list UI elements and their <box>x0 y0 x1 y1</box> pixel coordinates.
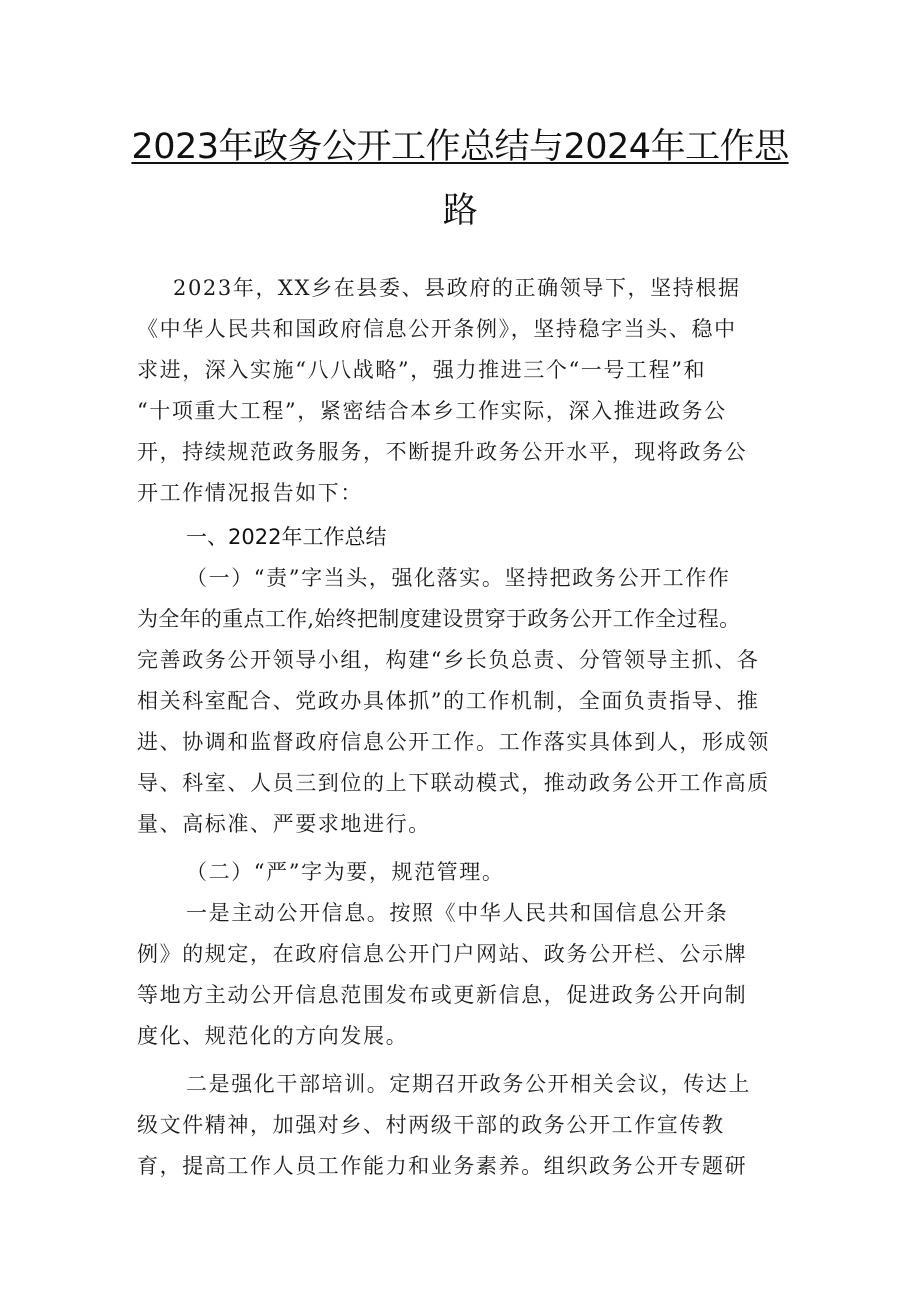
document-title-text: 2023年政务公开工作总结与2024年工作思 <box>131 127 789 167</box>
point2-line: 级文件精神，加强对乡、村两级干部的政务公开工作宣传教 <box>137 1113 725 1137</box>
sub1-line: 量、高标准、严要求地进行。 <box>137 812 431 836</box>
sub1-line: 导、科室、人员三到位的上下联动模式，推动政务公开工作高质 <box>137 771 770 795</box>
sub1-line: （一）“责”字当头，强化落实。坚持把政务公开工作作 <box>186 566 731 590</box>
section-heading: 一、2022年工作总结 <box>186 525 387 549</box>
point1-line: 例》的规定，在政府信息公开门户网站、政务公开栏、公示牌 <box>137 942 748 966</box>
sub1-line: 为全年的重点工作,始终把制度建设贯穿于政务公开工作全过程。 <box>137 607 741 631</box>
intro-line: “十项重大工程”，紧密结合本乡工作实际，深入推进政务公 <box>137 399 727 423</box>
point1-line: 度化、规范化的方向发展。 <box>137 1024 409 1048</box>
sub1-line: 完善政务公开领导小组，构建“乡长负总责、分管领导主抓、各 <box>137 648 760 672</box>
document-title-line-2: 路 <box>442 191 478 231</box>
intro-line: 开，持续规范政务服务，不断提升政务公开水平，现将政务公 <box>137 440 748 464</box>
sub2-heading: （二）“严”字为要，规范管理。 <box>186 860 505 884</box>
point1-line: 一是主动公开信息。按照《中华人民共和国信息公开条 <box>186 901 729 925</box>
intro-line: 求进，深入实施“八八战略”，强力推进三个“一号工程”和 <box>137 358 707 382</box>
point1-line: 等地方主动公开信息范围发布或更新信息，促进政务公开向制 <box>137 983 748 1007</box>
intro-line: 开工作情况报告如下： <box>137 481 363 505</box>
sub1-line: 进、协调和监督政府信息公开工作。工作落实具体到人，形成领 <box>137 730 770 754</box>
document-title-line-1 <box>100 126 820 168</box>
point2-line: 二是强化干部培训。定期召开政务公开相关会议，传达上 <box>186 1072 751 1096</box>
intro-line: 2023年，XX乡在县委、县政府的正确领导下，坚持根据 <box>173 276 741 300</box>
intro-line: 《中华人民共和国政府信息公开条例》，坚持稳字当头、稳中 <box>137 317 737 341</box>
sub1-line: 相关科室配合、党政办具体抓”的工作机制，全面负责指导、推 <box>137 689 760 713</box>
point2-line: 育，提高工作人员工作能力和业务素养。组织政务公开专题研 <box>137 1154 748 1178</box>
